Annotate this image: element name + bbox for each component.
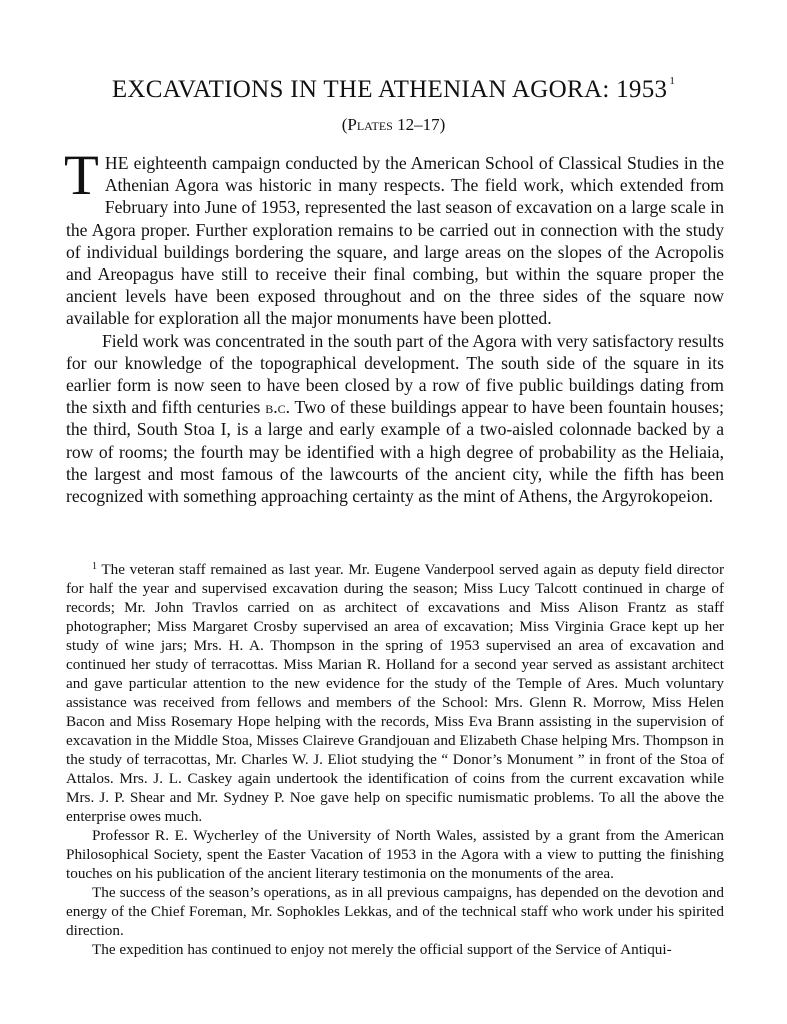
era-abbreviation: b.c. — [265, 397, 291, 418]
paragraph-2-text-b: Two of these buildings appear to have been fountain houses; the third, South Stoa I, is a large and early example of a two-aisled colonnade backed by a row of rooms; the fourth may be identified with a high degree of probability as the Heliaia, the largest and most famous of the lawcourts of the ancient city, while the fifth has been recognized with something approaching certainty as the mint of Athens, the Argyrokopeion. — [66, 397, 724, 507]
footnote-marker: 1 — [92, 561, 97, 572]
drop-cap: T — [64, 144, 99, 207]
title-text: EXCAVATIONS IN THE ATHENIAN AGORA: 1953 — [111, 76, 668, 103]
plates-label: Plates — [347, 115, 393, 134]
main-body — [64, 144, 724, 507]
lead-caps: HE — [104, 153, 129, 173]
plates-open-paren: ( — [341, 115, 348, 134]
footnote-paragraph-3: The success of the season’s operations, as in all previous campaigns, has depended on the devotion and energy of the Chief Foreman, Mr. Sophokles Lekkas, and of the technical staff who work under his spirited direction. — [66, 884, 724, 939]
plates-range: 12–17) — [397, 115, 446, 134]
paragraph-1-text: eighteenth campaign conducted by the American School of Classical Studies in the Athenian Agora was historic in many respects. The field work, which extended from February into June of 1953, represented the last season of excavation on a large scale in the Agora proper. Further exploration remains to be carried out in connection with the study of individual buildings bordering the square, and large areas on the slopes of the Acropolis and Areopagus have still to receive their final combing, but within the square proper the ancient levels have been exposed throughout and on the three sides of the square now available for exploration all the major monuments have been plotted. — [66, 153, 724, 329]
footnote-paragraph-2: Professor R. E. Wycherley of the University of North Wales, assisted by a grant from the American Philosophical Society, spent the Easter Vacation of 1953 in the Agora with a view to putting the finishing touches on his publication of the ancient literary testimonia on the monuments of the area. — [66, 827, 724, 882]
body-paragraph-2 — [66, 330, 724, 508]
paragraph-2-text-a: Field work was concentrated in the south part of the Agora with very satisfactory results for our knowledge of the topographical development. The south side of the square in its earlier form is now seen to have been closed by a row of five public buildings dating from the sixth and fifth centuries — [66, 330, 724, 418]
plates-reference — [0, 114, 787, 136]
footnote-paragraph-4: The expedition has continued to enjoy not merely the official support of the Service of Antiqui- — [92, 941, 672, 958]
article-title — [0, 66, 787, 105]
body-paragraph-1 — [64, 144, 724, 330]
footnote-1-text: The veteran staff remained as last year. Mr. Eugene Vanderpool served again as deputy field director for half the year and supervised excavation during the season; Miss Lucy Talcott continued in charge of records; Mr. John Travlos carried on as architect of excavations and Miss Alison Frantz as staff photographer; Miss Margaret Crosby supervised an area of excavation; Miss Virginia Grace kept up her study of wine jars; Mrs. H. A. Thompson in the spring of 1953 supervised an area of excavation and continued her study of terracottas. Miss Marian R. Holland for a second year served as assistant architect and gave particular attention to the new evidence for the study of the Temple of Ares. Much voluntary assistance was received from fellows and members of the School: Mrs. Glenn R. Morrow, Miss Helen Bacon and Miss Rosemary Hope helping with the records, Miss Eva Brann assisting in the supervision of excavation in the Middle Stoa, Misses Claireve Grandjouan and Elizabeth Chase helping Mrs. Thompson in the study of terracottas, Mr. Charles W. J. Eliot studying the “ Donor’s Monument ” in front of the Stoa of Attalos. Mrs. J. L. Caskey again undertook the identification of coins from the current excavation while Mrs. J. P. Shear and Mr. Sydney P. Noe gave help on specific numismatic problems. To all the above the enterprise owes much. — [66, 561, 724, 825]
footnote-1 — [66, 557, 724, 826]
title-footnote-marker: 1 — [669, 75, 676, 87]
footnotes-section — [66, 557, 724, 959]
